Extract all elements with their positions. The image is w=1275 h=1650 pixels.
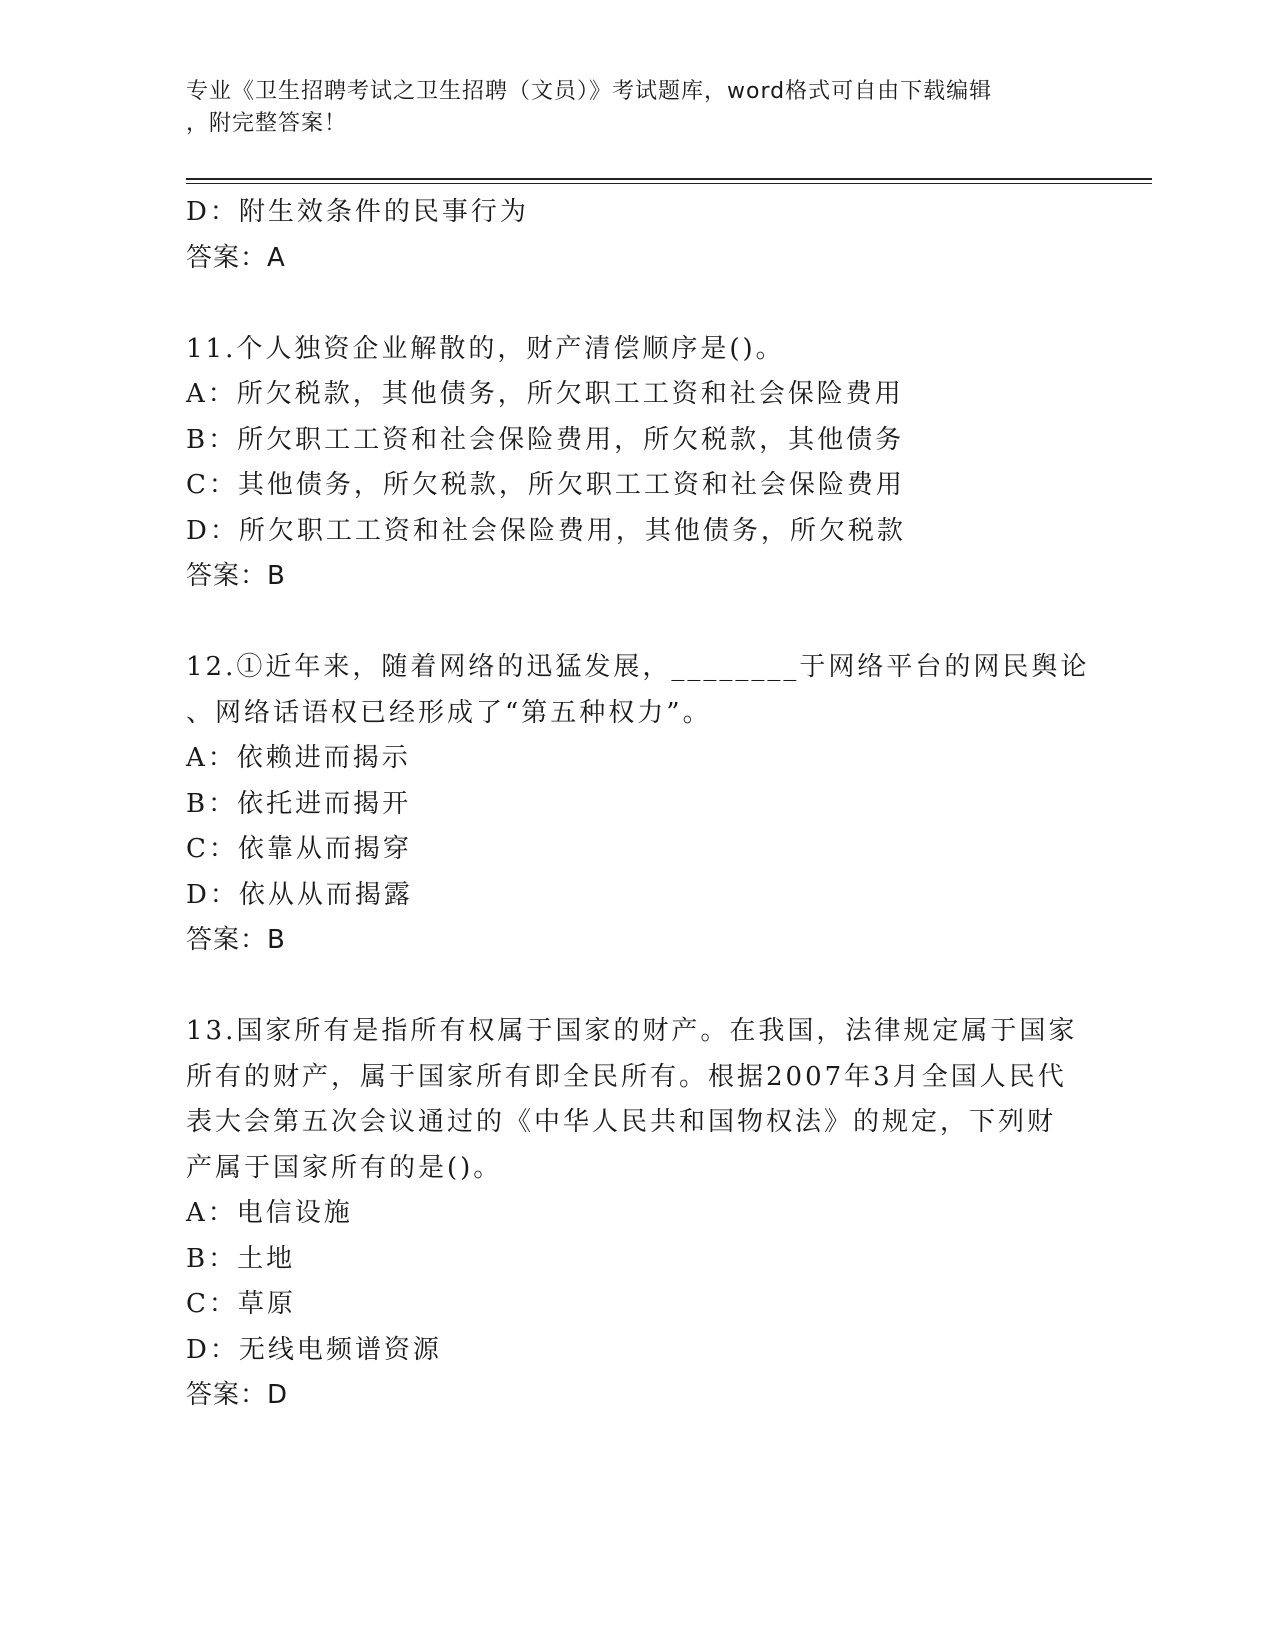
question-stem-line-2: 、网络话语权已经形成了“第五种权力”。 [186, 697, 712, 728]
option-c: C：其他债务，所欠税款，所欠职工工资和社会保险费用 [186, 470, 905, 500]
spacer [186, 600, 1086, 646]
question-list [186, 190, 1090, 1419]
header-divider-thin [186, 183, 1152, 184]
option-b: B：土地 [186, 1243, 296, 1274]
question-stem-line-3: 表大会第五次会议通过的《中华人民共和国物权法》的规定，下列财 [186, 1107, 1057, 1137]
option-a: A：所欠税款，其他债务，所欠职工工资和社会保险费用 [186, 379, 904, 409]
question-block-11 [186, 327, 1086, 600]
answer-label: 答案：D [186, 1380, 289, 1410]
question-block-13 [186, 1009, 1086, 1419]
question-block-12 [186, 645, 1090, 964]
option-b: B：所欠职工工资和社会保险费用，所欠税款，其他债务 [186, 424, 905, 455]
answer-label: 答案：B [186, 925, 286, 955]
answer-label: 答案：B [186, 561, 286, 591]
spacer [186, 964, 1086, 1010]
option-a: A：电信设施 [186, 1198, 353, 1228]
question-stem-line-1: 12.①近年来，随着网络的迅猛发展，________于网络平台的网民舆论 [186, 652, 1090, 682]
document-header [186, 76, 1066, 140]
question-stem-line-1: 13.国家所有是指所有权属于国家的财产。在我国，法律规定属于国家 [186, 1016, 1078, 1046]
question-stem-line-4: 产属于国家所有的是()。 [186, 1152, 503, 1183]
option-b: B：依托进而揭开 [186, 788, 412, 819]
option-d: D：附生效条件的民事行为 [186, 197, 529, 227]
option-a: A：依赖进而揭示 [186, 743, 411, 773]
option-c: C：依靠从而揭穿 [186, 834, 412, 864]
option-d: D：所欠职工工资和社会保险费用，其他债务，所欠税款 [186, 515, 906, 546]
header-divider-thick [186, 178, 1152, 180]
option-d: D：无线电频谱资源 [186, 1334, 442, 1365]
header-line-2: ，附完整答案！ [186, 111, 348, 136]
option-c: C：草原 [186, 1289, 296, 1319]
option-d: D：依从从而揭露 [186, 879, 413, 910]
question-stem: 11.个人独资企业解散的，财产清偿顺序是()。 [186, 333, 785, 364]
header-line-1: 专业《卫生招聘考试之卫生招聘（文员）》考试题库，word格式可自由下载编辑 [186, 79, 993, 104]
answer-label: 答案：A [186, 242, 286, 273]
question-stem-line-2: 所有的财产，属于国家所有即全民所有。根据2007年3月全国人民代 [186, 1061, 1067, 1092]
spacer [186, 281, 1086, 327]
question-block-prev [186, 190, 1086, 281]
